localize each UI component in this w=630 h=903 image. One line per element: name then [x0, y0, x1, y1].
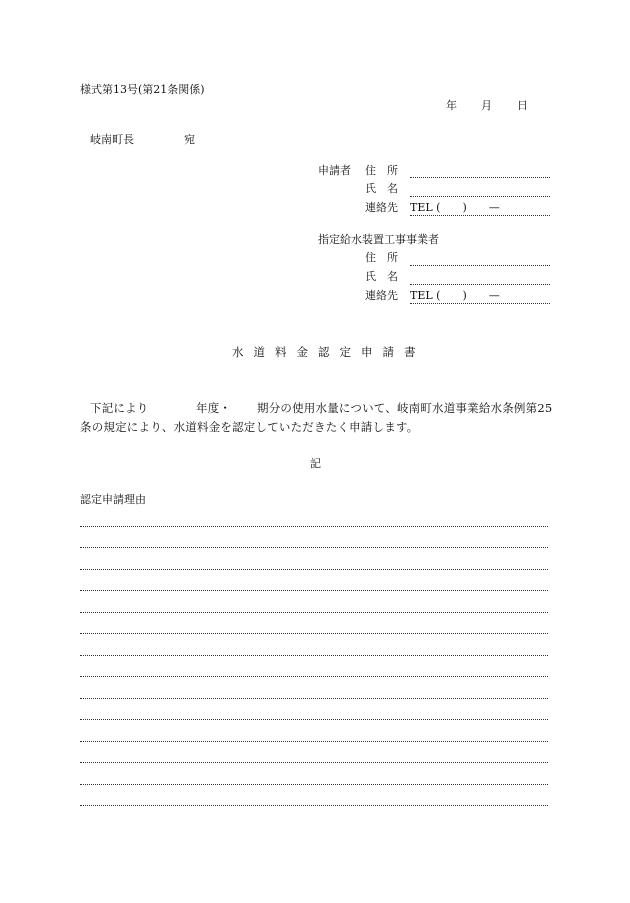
reason-line[interactable] [80, 719, 548, 720]
contractor-contact-label: 連絡先 [365, 289, 398, 302]
reason-line[interactable] [80, 590, 548, 591]
reason-line[interactable] [80, 547, 548, 548]
applicant-address-label: 住 所 [365, 164, 398, 177]
reason-line[interactable] [80, 762, 548, 763]
applicant-role-label: 申請者 [318, 164, 351, 177]
applicant-contact-label: 連絡先 [365, 201, 398, 214]
reason-line[interactable] [80, 655, 548, 656]
reason-line[interactable] [80, 569, 548, 570]
reason-line[interactable] [80, 805, 548, 806]
ki-label: 記 [310, 457, 321, 470]
contractor-address-label: 住 所 [365, 251, 398, 264]
applicant-address-field[interactable] [410, 177, 550, 178]
addressee-honorific: 宛 [184, 133, 195, 146]
document-title: 水道料金認定申請書 [232, 345, 426, 359]
contractor-role-label: 指定給水装置工事事業者 [318, 233, 439, 246]
contractor-name-label: 氏 名 [365, 270, 398, 283]
addressee-name: 岐南町長 [90, 133, 134, 146]
contractor-tel-field[interactable] [410, 303, 550, 304]
reason-line[interactable] [80, 698, 548, 699]
body-line1-a: 下記により [90, 401, 149, 415]
reason-line[interactable] [80, 633, 548, 634]
body-line1-c: 期分の使用水量について、岐南町水道事業給水条例第25 [257, 401, 553, 415]
applicant-tel-field[interactable] [410, 215, 550, 216]
form-number: 様式第13号(第21条関係) [80, 83, 205, 96]
contractor-address-field[interactable] [410, 265, 550, 266]
contractor-name-field[interactable] [410, 284, 550, 285]
reason-line[interactable] [80, 526, 548, 527]
reason-label: 認定申請理由 [80, 493, 146, 506]
body-line1-b: 年度・ [196, 401, 232, 415]
reason-line[interactable] [80, 676, 548, 677]
applicant-tel-text: TEL ( ) — [410, 201, 500, 214]
contractor-tel-text: TEL ( ) — [410, 289, 500, 302]
date-day-label: 日 [517, 99, 528, 112]
date-month-label: 月 [481, 99, 492, 112]
reason-line[interactable] [80, 741, 548, 742]
applicant-name-label: 氏 名 [365, 182, 398, 195]
reason-line[interactable] [80, 784, 548, 785]
reason-line[interactable] [80, 612, 548, 613]
applicant-name-field[interactable] [410, 196, 550, 197]
date-year-label: 年 [446, 99, 457, 112]
body-line2: 条の規定により、水道料金を認定していただきたく申請します。 [80, 420, 419, 434]
